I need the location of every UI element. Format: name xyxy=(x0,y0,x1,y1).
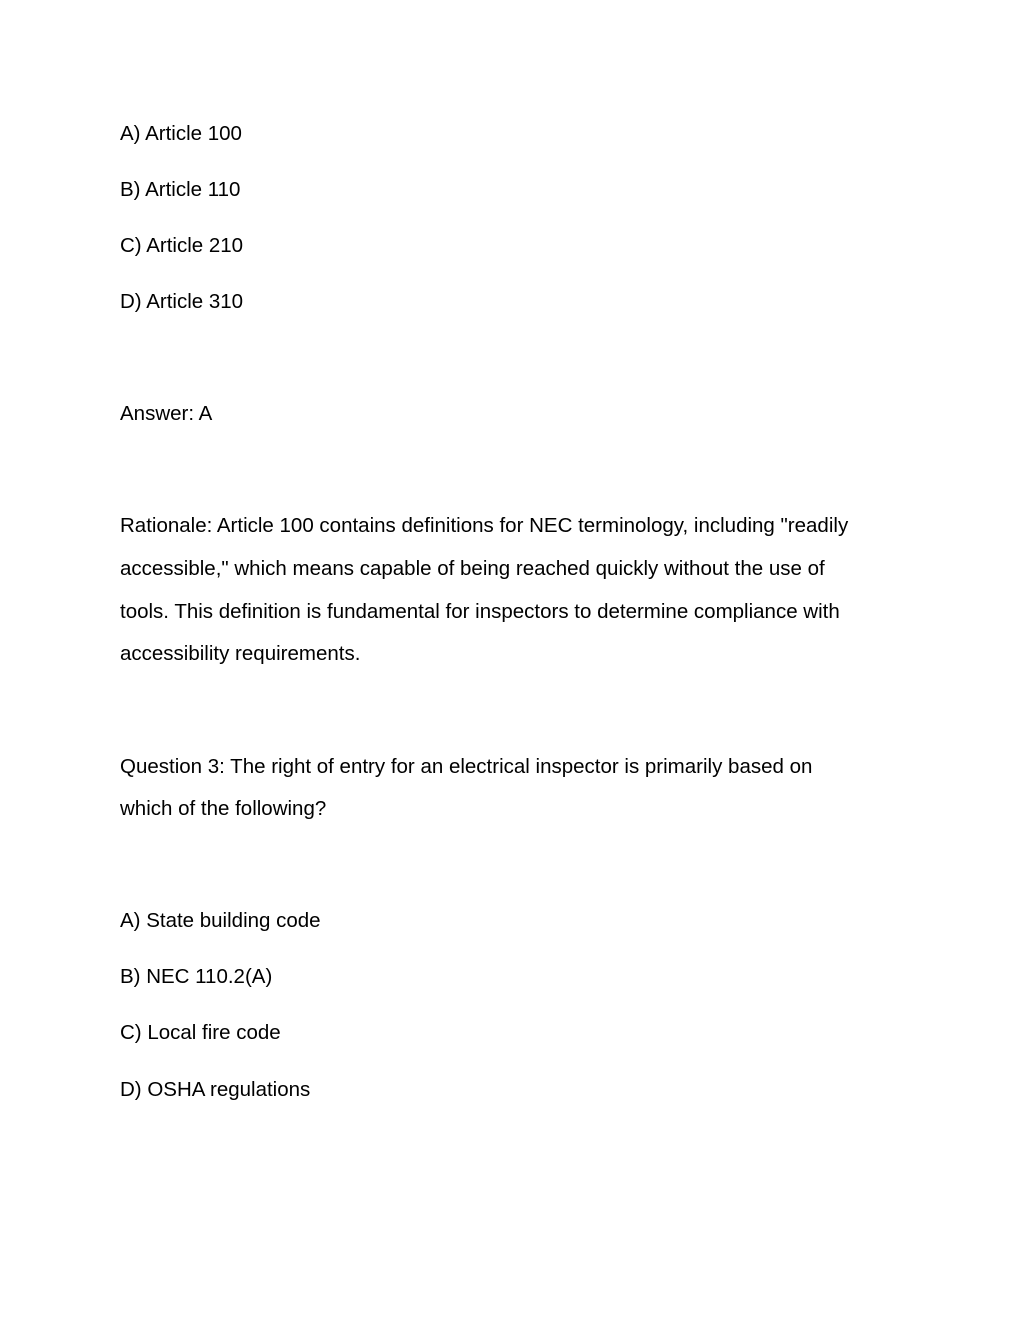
rationale-line-4: accessibility requirements. xyxy=(120,642,361,665)
q3-option-b: B) NEC 110.2(A) xyxy=(120,965,273,988)
q3-option-c: C) Local fire code xyxy=(120,1021,281,1044)
question-3-line-2: which of the following? xyxy=(120,797,327,820)
rationale-line-1: Rationale: Article 100 contains definitions for NEC terminology, including "readily xyxy=(120,514,849,537)
option-d-article-310: D) Article 310 xyxy=(120,290,244,313)
q3-option-d: D) OSHA regulations xyxy=(120,1078,311,1101)
option-b-article-110: B) Article 110 xyxy=(120,178,241,201)
answer-text: Answer: A xyxy=(120,402,213,425)
question-3-line-1: Question 3: The right of entry for an electrical inspector is primarily based on xyxy=(120,755,813,778)
rationale-line-2: accessible," which means capable of being reached quickly without the use of xyxy=(120,557,825,580)
option-c-article-210: C) Article 210 xyxy=(120,234,244,257)
q3-option-a: A) State building code xyxy=(120,909,321,932)
rationale-line-3: tools. This definition is fundamental for inspectors to determine compliance with xyxy=(120,600,840,623)
option-a-article-100: A) Article 100 xyxy=(120,122,242,145)
